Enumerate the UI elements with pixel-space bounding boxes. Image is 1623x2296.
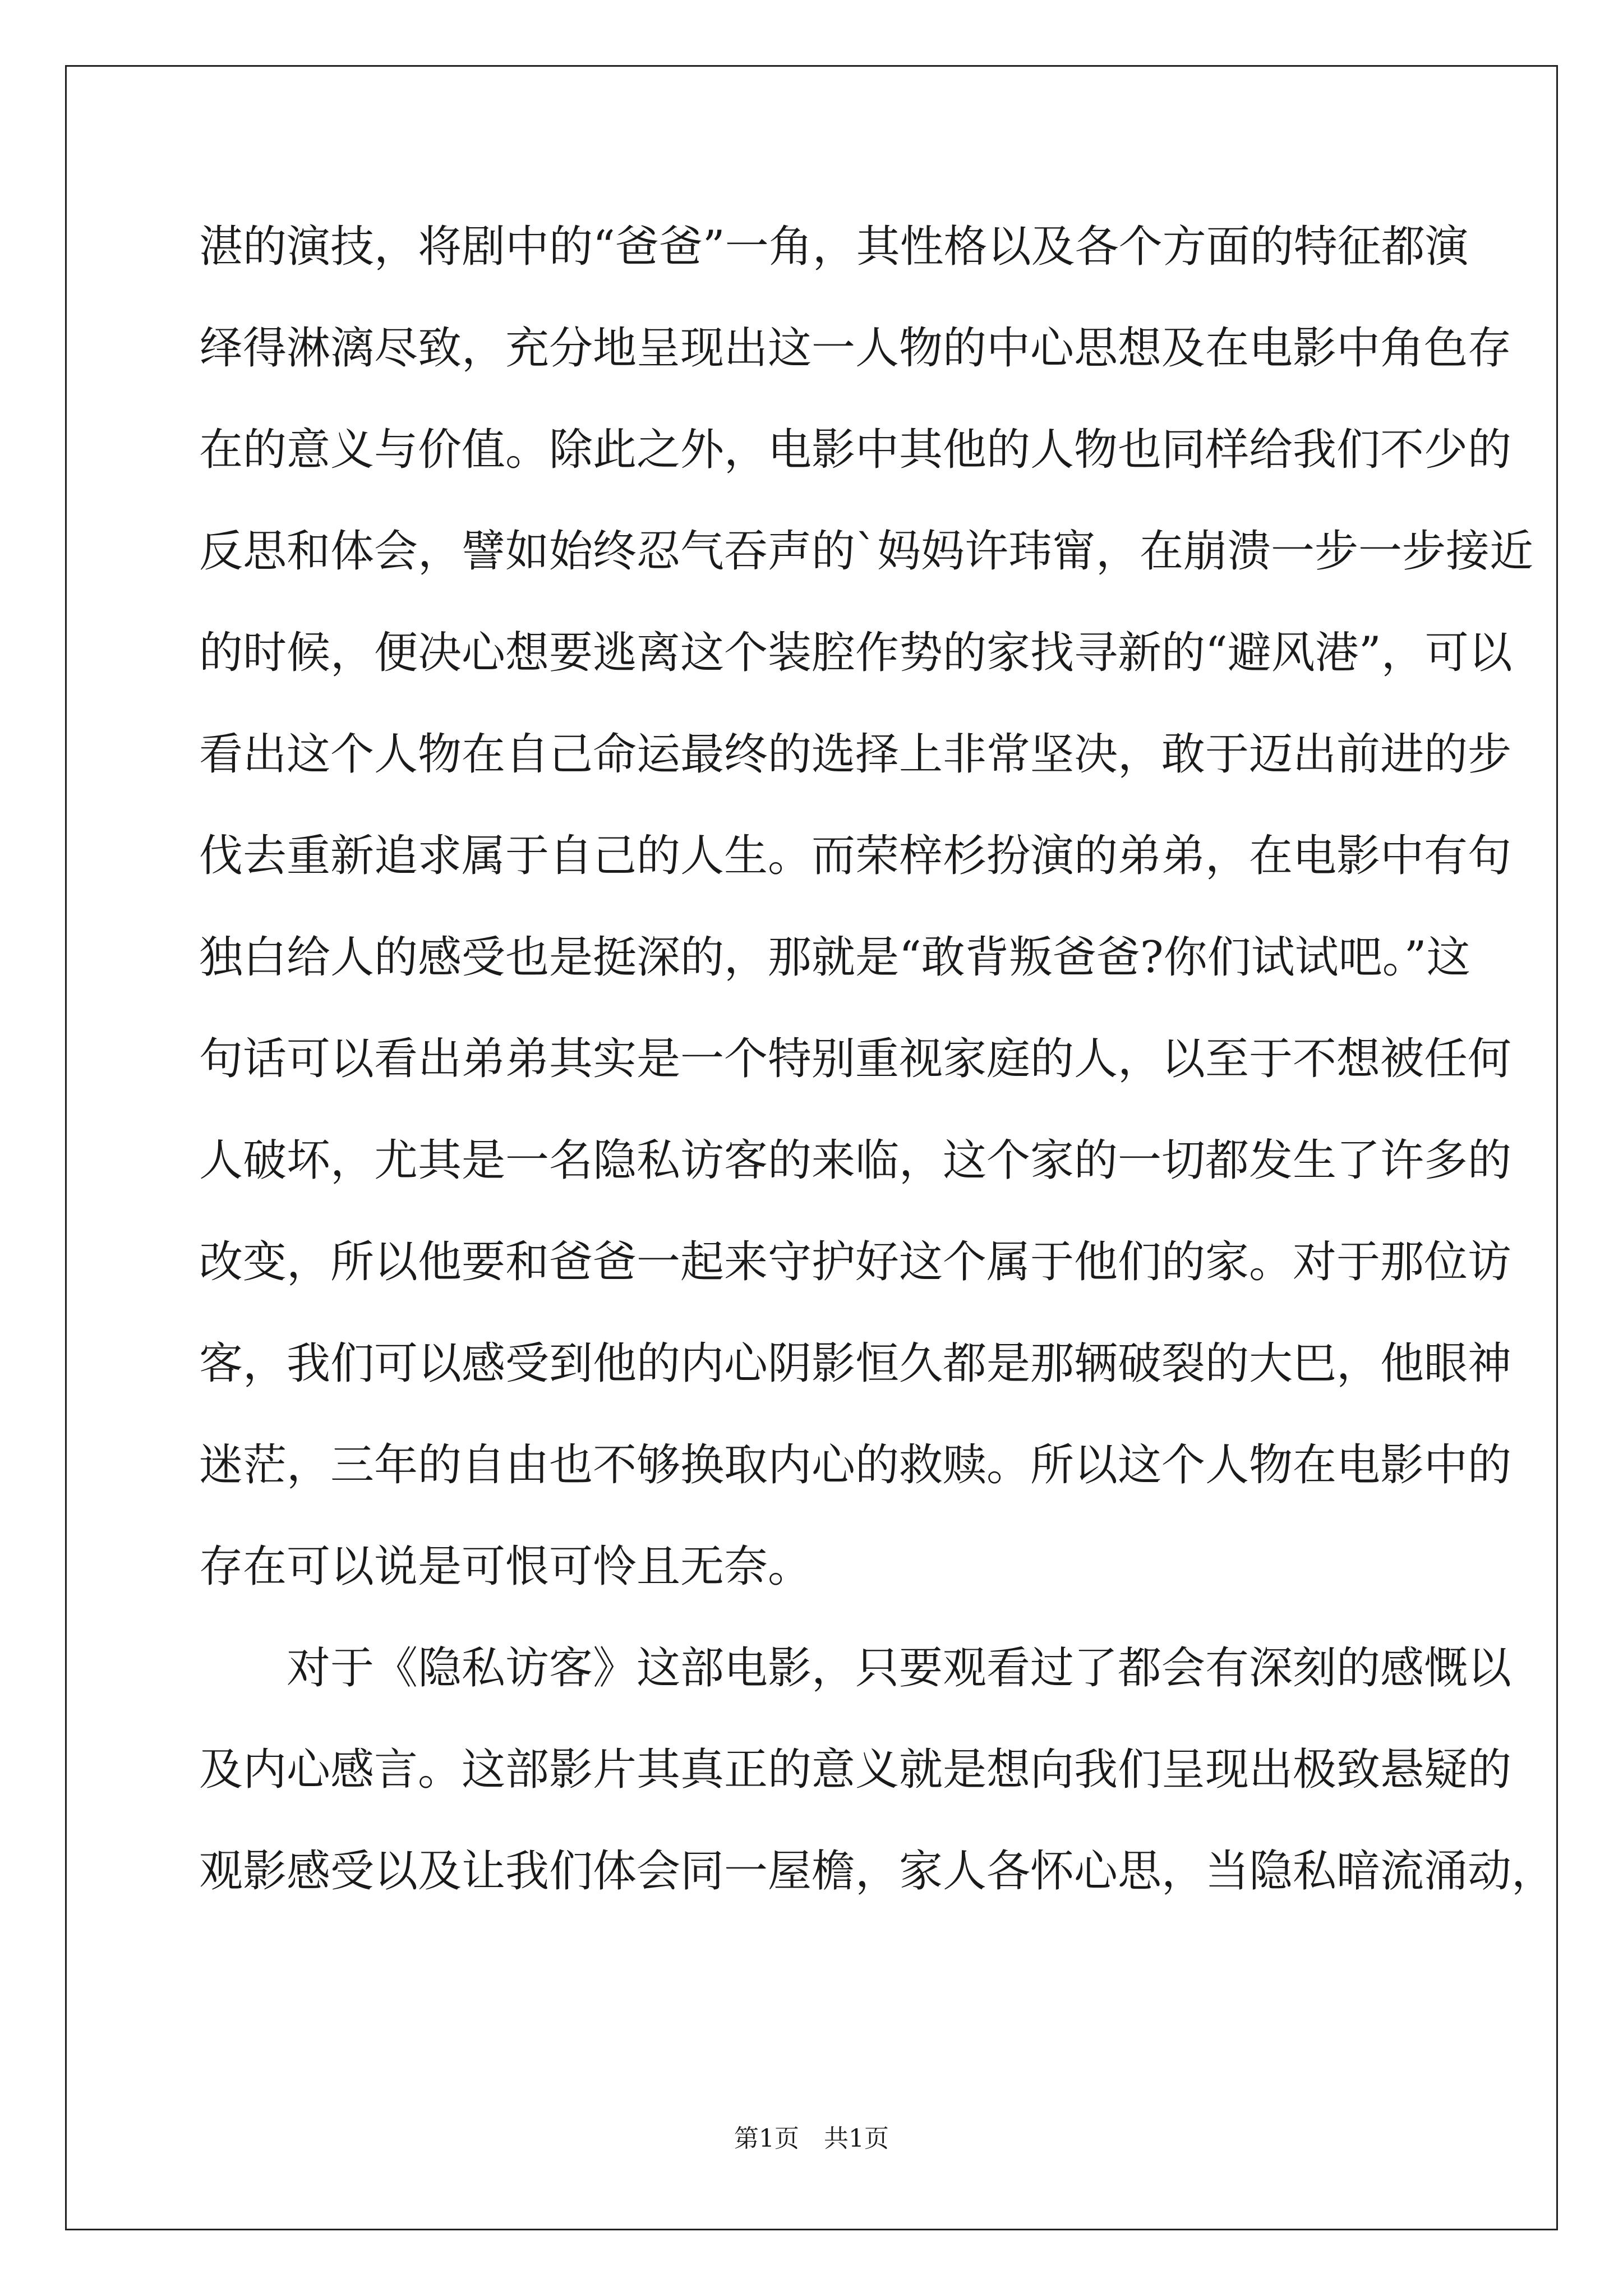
text-line: 看出这个人物在自己命运最终的选择上非常坚决，敢于迈出前进的步 bbox=[199, 729, 1512, 780]
text-line: 湛的演技，将剧中的“爸爸”一角，其性格以及各个方面的特征都演 bbox=[199, 222, 1469, 272]
text-line: 的时候，便决心想要逃离这个装腔作势的家找寻新的“避风港”，可以 bbox=[199, 628, 1513, 678]
page-footer bbox=[0, 2122, 1623, 2156]
text-line: 及内心感言。这部影片其真正的意义就是想向我们呈现出极致悬疑的 bbox=[199, 1745, 1512, 1795]
text-line: 反思和体会，譬如始终忍气吞声的`妈妈许玮甯，在崩溃一步一步接近 bbox=[199, 526, 1534, 577]
text-line: 人破坏，尤其是一名隐私访客的来临，这个家的一切都发生了许多的 bbox=[199, 1135, 1512, 1186]
text-line: 伐去重新追求属于自己的人生。而荣梓杉扮演的弟弟，在电影中有句 bbox=[199, 831, 1512, 881]
text-line: 绎得淋漓尽致，充分地呈现出这一人物的中心思想及在电影中角色存 bbox=[199, 323, 1512, 374]
text-line: 观影感受以及让我们体会同一屋檐，家人各怀心思，当隐私暗流涌动， bbox=[199, 1846, 1556, 1897]
text-line: 存在可以说是可恨可怜且无奈。 bbox=[199, 1542, 812, 1592]
text-line: 改变，所以他要和爸爸一起来守护好这个属于他们的家。对于那位访 bbox=[199, 1237, 1512, 1287]
text-line: 独白给人的感受也是挺深的，那就是“敢背叛爸爸?你们试试吧。”这 bbox=[199, 932, 1470, 983]
text-line: 客，我们可以感受到他的内心阴影恒久都是那辆破裂的大巴，他眼神 bbox=[199, 1338, 1512, 1389]
text-line: 在的意义与价值。除此之外，电影中其他的人物也同样给我们不少的 bbox=[199, 425, 1512, 475]
page-number: 第1页 bbox=[734, 2124, 799, 2153]
text-line: 迷茫，三年的自由也不够换取内心的救赎。所以这个人物在电影中的 bbox=[199, 1440, 1512, 1490]
document-body bbox=[199, 213, 1556, 1939]
text-line: 句话可以看出弟弟其实是一个特别重视家庭的人，以至于不想被任何 bbox=[199, 1034, 1512, 1084]
page-total: 共1页 bbox=[824, 2124, 889, 2153]
paragraph-start-line: 对于《隐私访客》这部电影，只要观看过了都会有深刻的感慨以 bbox=[287, 1643, 1512, 1694]
